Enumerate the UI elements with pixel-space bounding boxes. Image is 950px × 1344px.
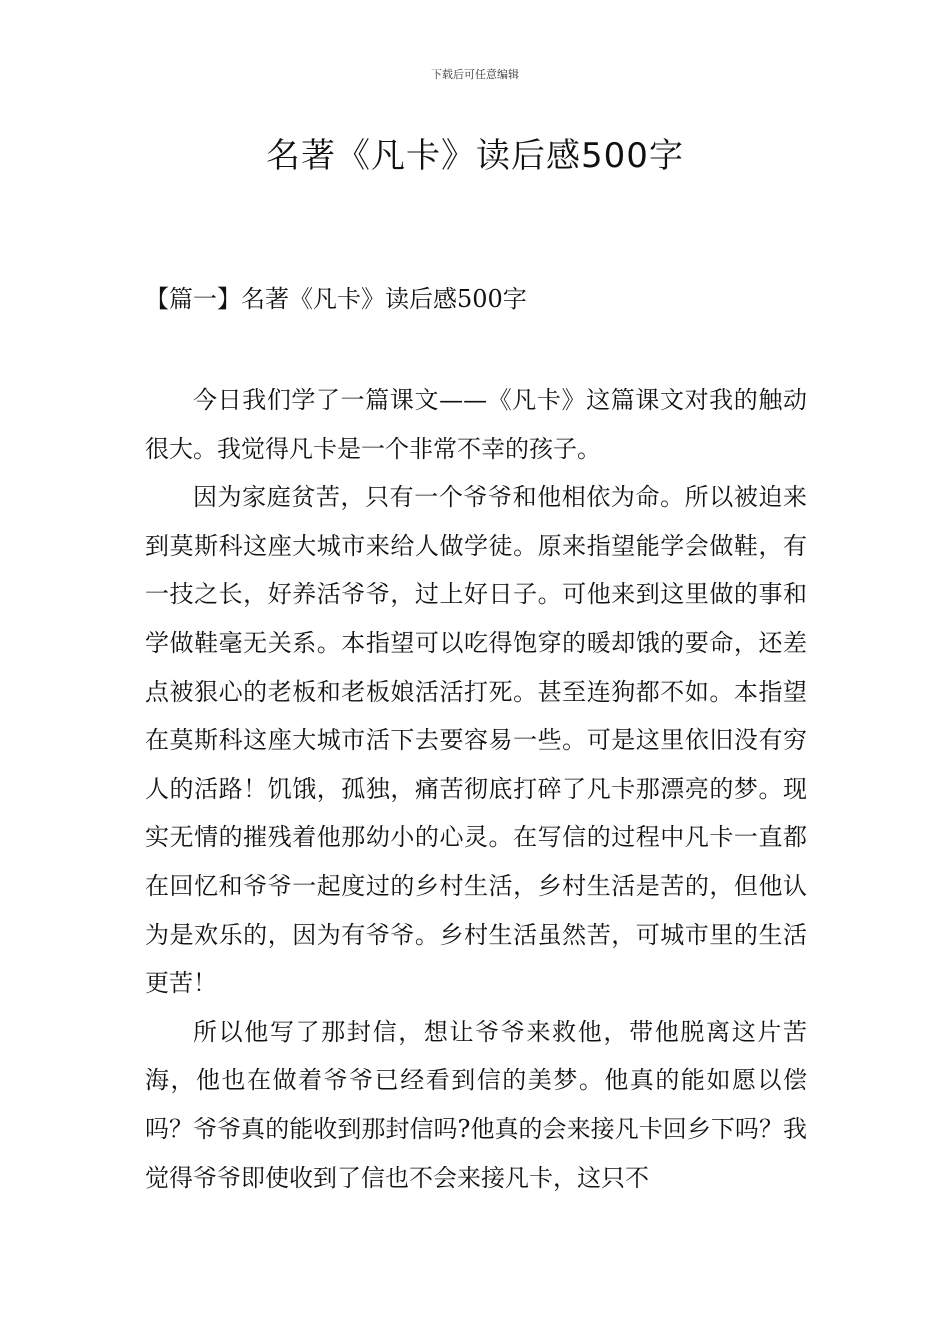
section-heading: 【篇一】名著《凡卡》读后感500字	[145, 285, 527, 313]
document-body	[145, 376, 807, 1202]
paragraph-3: 所以他写了那封信，想让爷爷来救他，带他脱离这片苦海，他也在做着爷爷已经看到信的美梦。他真的能如愿以偿吗？爷爷真的能收到那封信吗?他真的会来接凡卡回乡下吗？我觉得爷爷即使收到了信也不会来接凡卡，这只不	[145, 1017, 807, 1192]
page-header-note: 下载后可任意编辑	[431, 68, 519, 81]
paragraph-1: 今日我们学了一篇课文——《凡卡》这篇课文对我的触动很大。我觉得凡卡是一个非常不幸的孩子。	[145, 386, 807, 463]
document-title: 名著《凡卡》读后感500字	[266, 136, 684, 176]
paragraph-2: 因为家庭贫苦，只有一个爷爷和他相依为命。所以被迫来到莫斯科这座大城市来给人做学徒。原来指望能学会做鞋，有一技之长，好养活爷爷，过上好日子。可他来到这里做的事和学做鞋毫无关系。本指望可以吃得饱穿的暖却饿的要命，还差点被狠心的老板和老板娘活活打死。甚至连狗都不如。本指望在莫斯科这座大城市活下去要容易一些。可是这里依旧没有穷人的活路！饥饿，孤独，痛苦彻底打碎了凡卡那漂亮的梦。现实无情的摧残着他那幼小的心灵。在写信的过程中凡卡一直都在回忆和爷爷一起度过的乡村生活，乡村生活是苦的，但他认为是欢乐的，因为有爷爷。乡村生活虽然苦，可城市里的生活更苦！	[145, 483, 807, 998]
